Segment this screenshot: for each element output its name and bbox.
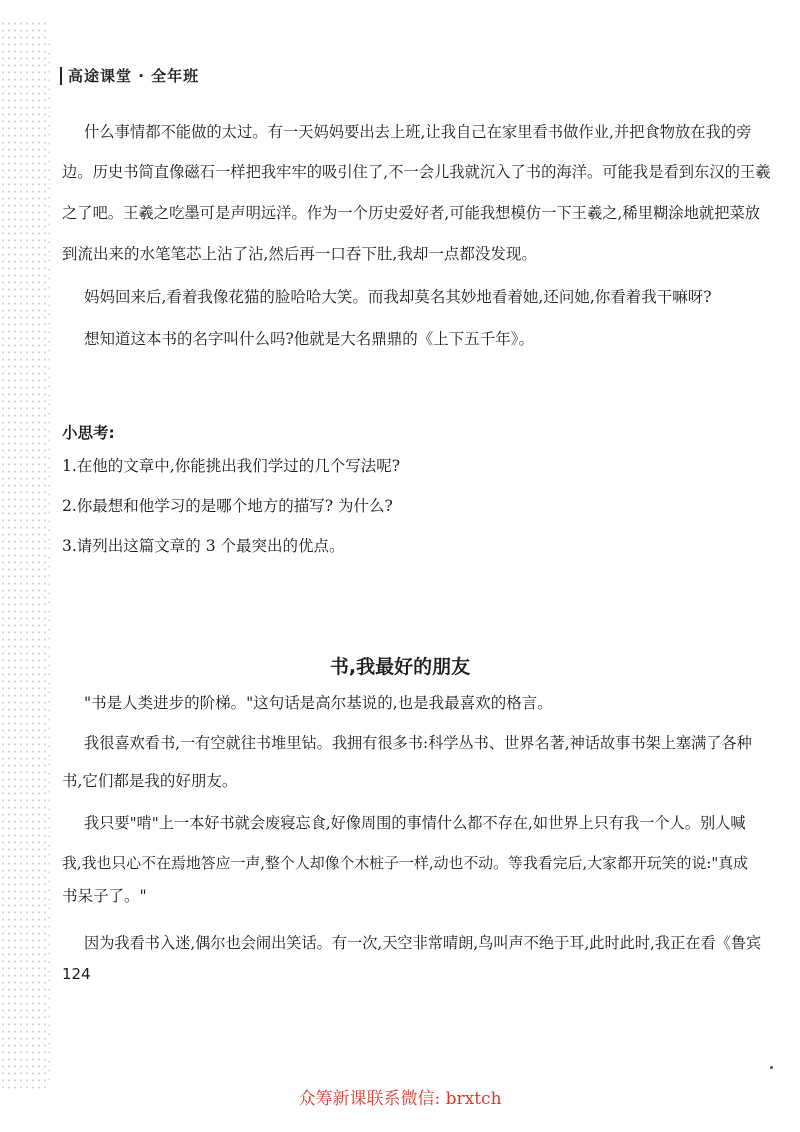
paragraph-line: 什么事情都不能做的太过。有一天妈妈要出去上班,让我自己在家里看书做作业,并把食物放在我的旁 [84,123,752,141]
paragraph-line: 妈妈回来后,看着我像花猫的脸哈哈大笑。而我却莫名其妙地看着她,还问她,你看着我干嘛呀? [84,288,712,306]
scan-speck [770,1066,773,1069]
page-header: 高途课堂 · 全年班 [60,67,199,85]
paragraph-line: 边。历史书简直像磁石一样把我牢牢的吸引住了,不一会儿我就沉入了书的海洋。可能我是看到东汉的王羲 [62,163,771,181]
watermark-text: 众筹新课联系微信: brxtch [298,1089,502,1109]
paragraph-line: 我,我也只心不在焉地答应一声,整个人却像个木桩子一样,动也不动。等我看完后,大家都开玩笑的说:"真成 [62,854,748,872]
paragraph-line: "书是人类进步的阶梯。"这句话是高尔基说的,也是我最喜欢的格言。 [84,694,553,712]
paragraph-line: 我很喜欢看书,一有空就往书堆里钻。我拥有很多书:科学丛书、世界名著,神话故事书架上塞满了各种 [84,734,752,752]
questions-title: 小思考: [62,424,115,442]
paragraph-line: 书呆子了。" [62,887,147,905]
scan-dot-border-inner [46,40,52,1080]
page-number: 124 [62,965,91,983]
paragraph-line: 我只要"啃"上一本好书就会废寝忘食,好像周围的事情什么都不存在,如世界上只有我一个人。别人喊 [84,814,746,832]
paragraph-line: 因为我看书入迷,偶尔也会闹出笑话。有一次,天空非常晴朗,鸟叫声不绝于耳,此时此时,我正在看《鲁宾 [84,934,762,952]
paragraph-line: 到流出来的水笔笔芯上沾了沾,然后再一口吞下肚,我却一点都没发现。 [62,245,537,263]
paragraph-line: 想知道这本书的名字叫什么吗?他就是大名鼎鼎的《上下五千年》。 [84,330,535,348]
article-2-title: 书,我最好的朋友 [329,656,471,678]
scan-dot-border [0,20,46,1090]
question-item: 3.请列出这篇文章的 3 个最突出的优点。 [62,537,345,555]
question-item: 1.在他的文章中,你能挑出我们学过的几个写法呢? [62,457,401,475]
paragraph-line: 书,它们都是我的好朋友。 [62,772,238,790]
question-item: 2.你最想和他学习的是哪个地方的描写? 为什么? [62,497,393,515]
paragraph-line: 之了吧。王羲之吃墨可是声明远洋。作为一个历史爱好者,可能我想模仿一下王羲之,稀里糊涂地就把菜放 [62,204,761,222]
